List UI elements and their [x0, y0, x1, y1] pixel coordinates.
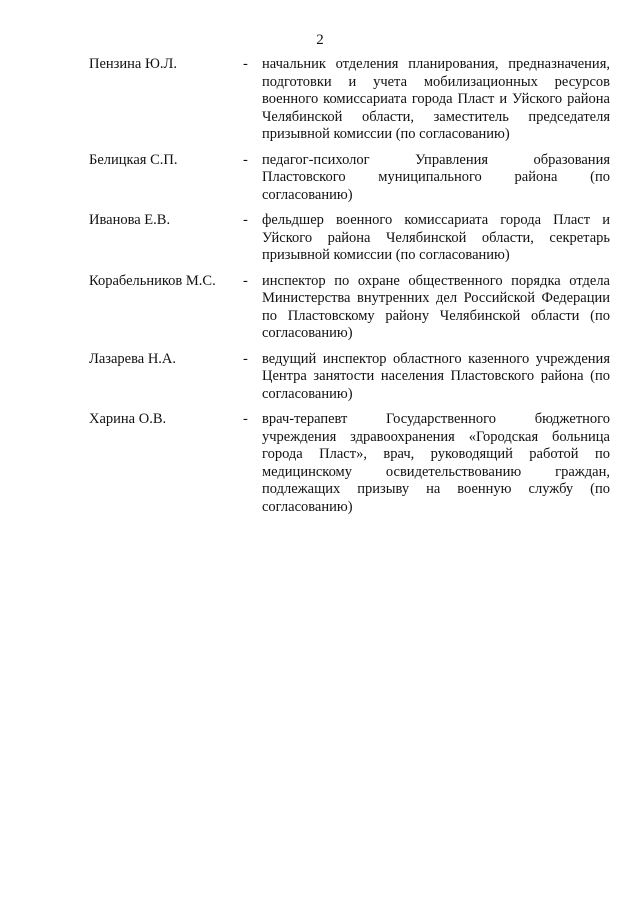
member-position: инспектор по охране общественного порядка отдела Министерства внутренних дел Российской Федерации по Пластовскому району Челябинской области (по согласованию) — [262, 272, 610, 341]
entry-dash: - — [243, 151, 248, 168]
member-entry — [0, 273, 640, 343]
member-entry — [0, 411, 640, 516]
entry-dash: - — [243, 56, 248, 72]
member-name: Корабельников М.С. — [89, 272, 216, 289]
entry-dash: - — [243, 350, 248, 367]
entry-dash: - — [243, 212, 248, 228]
member-position: ведущий инспектор областного казенного учреждения Центра занятости населения Пластовского района (по согласованию) — [262, 350, 610, 402]
member-name: Харина О.В. — [89, 411, 167, 427]
member-position: фельдшер военного комиссариата города Пласт и Уйского района Челябинской области, секретарь призывной комиссии (по согласованию) — [262, 212, 610, 263]
member-position: педагог-психолог Управления образования Пластовского муниципального района (по согласованию) — [262, 151, 610, 203]
member-entry — [0, 351, 640, 404]
entry-dash: - — [243, 411, 248, 427]
page-number: 2 — [316, 32, 324, 48]
commission-member-list — [0, 56, 640, 524]
member-name: Иванова Е.В. — [89, 212, 171, 228]
member-name: Лазарева Н.А. — [89, 350, 177, 367]
entry-dash: - — [243, 272, 248, 289]
member-name: Пензина Ю.Л. — [89, 56, 177, 72]
member-position: начальник отделения планирования, предназначения, подготовки и учета мобилизационных ресурсов военного комиссариата города Пласт и Уйского района Челябинской области, заместитель председателя призывной комиссии (по согласованию) — [262, 56, 610, 142]
member-entry — [0, 56, 640, 144]
member-name: Белицкая С.П. — [89, 151, 178, 168]
member-entry — [0, 212, 640, 265]
member-position: врач-терапевт Государственного бюджетного учреждения здравоохранения «Городская больница города Пласт», врач, руководящий работой по медицинскому освидетельствованию граждан, подлежащих призыву на военную службу (по согласованию) — [262, 411, 610, 515]
member-entry — [0, 152, 640, 205]
